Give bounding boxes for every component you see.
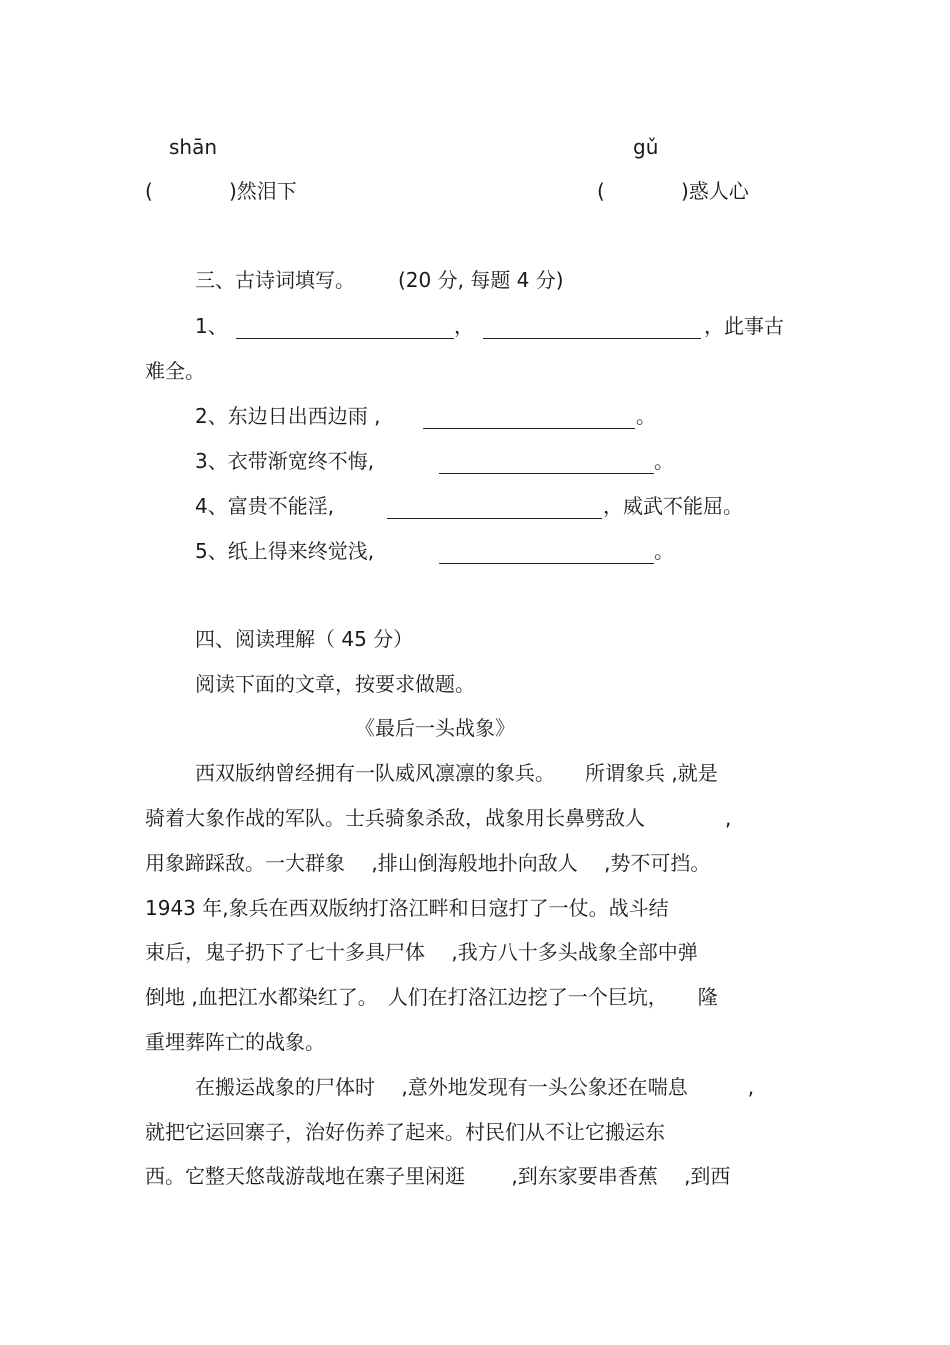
q3-end: 。 (654, 449, 674, 473)
q2-answer-blank[interactable] (423, 428, 635, 429)
q3-answer-blank[interactable] (439, 473, 654, 474)
section3-heading: 三、古诗词填写。 (195, 268, 355, 292)
q3-text: 3、衣带渐宽终不悔, (195, 449, 375, 473)
q2-text: 2、东边日出西边雨 , (195, 404, 381, 428)
article-line: 就把它运回寨子，治好伤养了起来。村民们从不让它搬运东 (145, 1120, 665, 1144)
idiom-left-text: )然泪下 (229, 179, 297, 203)
section4-heading: 四、阅读理解（ 45 分） (195, 627, 414, 651)
idiom-right-open-paren: ( (597, 179, 605, 203)
q1-number: 1、 (195, 314, 228, 338)
article-line: 重埋葬阵亡的战象。 (145, 1030, 325, 1054)
q4-text: 4、富贵不能淫, (195, 494, 335, 518)
article-line: 倒地 ,血把江水都染红了。 人们在打洛江边挖了一个巨坑， 隆 (145, 985, 718, 1009)
q1-comma: ， (454, 314, 474, 338)
article-line: 用象蹄踩敌。一大群象 ,排山倒海般地扑向敌人 ,势不可挡。 (145, 851, 711, 875)
idiom-left-open-paren: ( (145, 179, 153, 203)
idiom-right-text: )惑人心 (681, 179, 749, 203)
q4-answer-blank[interactable] (387, 518, 602, 519)
article-line: 西。它整天悠哉游哉地在寨子里闲逛 ,到东家要串香蕉 ,到西 (145, 1164, 731, 1188)
pinyin-gu: gǔ (633, 135, 659, 159)
q1-answer-blank-2[interactable] (483, 338, 701, 339)
article-line: 1943 年,象兵在西双版纳打洛江畔和日寇打了一仗。战斗结 (145, 896, 669, 920)
q5-end: 。 (654, 539, 674, 563)
section4-instruction: 阅读下面的文章，按要求做题。 (195, 672, 475, 696)
article-line: 骑着大象作战的军队。士兵骑象杀敌，战象用长鼻劈敌人 , (145, 806, 732, 830)
section3-score: (20 分, 每题 4 分) (398, 268, 564, 292)
q1-tail: ，此事古 (704, 314, 784, 338)
q5-answer-blank[interactable] (439, 563, 654, 564)
article-line: 束后，鬼子扔下了七十多具尸体 ,我方八十多头战象全部中弹 (145, 940, 698, 964)
article-line: 在搬运战象的尸体时 ,意外地发现有一头公象还在喘息 , (195, 1075, 755, 1099)
article-line: 西双版纳曾经拥有一队威风凛凛的象兵。 所谓象兵 ,就是 (195, 761, 718, 785)
q5-text: 5、纸上得来终觉浅, (195, 539, 375, 563)
q1-answer-blank-1[interactable] (236, 338, 454, 339)
pinyin-shan: shān (169, 135, 218, 159)
article-title: 《最后一头战象》 (355, 716, 515, 740)
q1-wrap: 难全。 (145, 359, 205, 383)
q4-tail: ，威武不能屈。 (603, 494, 743, 518)
q2-end: 。 (636, 404, 656, 428)
